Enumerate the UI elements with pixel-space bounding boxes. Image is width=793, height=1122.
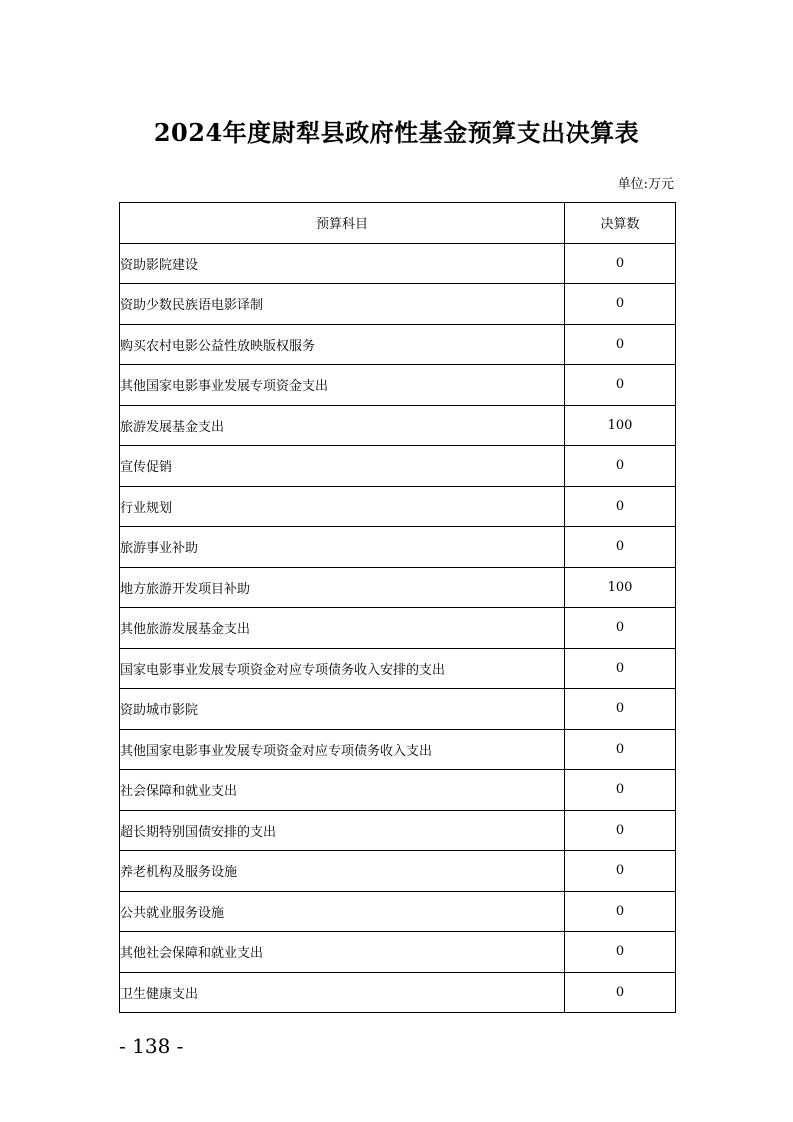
budget-item-value: 0 (565, 729, 676, 770)
page-title: 2024年度尉犁县政府性基金预算支出决算表 (153, 118, 640, 147)
budget-item-name: 资助影院建设 (120, 243, 565, 284)
table-row (120, 810, 676, 851)
table-row (120, 486, 676, 527)
table-row (120, 891, 676, 932)
budget-item-value: 0 (565, 810, 676, 851)
table-header-row (120, 203, 676, 244)
budget-item-name: 超长期特别国债安排的支出 (120, 810, 565, 851)
budget-item-value: 0 (565, 365, 676, 406)
header-budget-item: 预算科目 (120, 203, 565, 244)
budget-item-name: 旅游发展基金支出 (120, 405, 565, 446)
table-body (120, 243, 676, 1013)
budget-item-value: 0 (565, 284, 676, 325)
table-row (120, 932, 676, 973)
budget-item-name: 其他国家电影事业发展专项资金支出 (120, 365, 565, 406)
table-row (120, 405, 676, 446)
budget-item-value: 0 (565, 608, 676, 649)
budget-item-name: 养老机构及服务设施 (120, 851, 565, 892)
table-row (120, 648, 676, 689)
budget-item-name: 购买农村电影公益性放映版权服务 (120, 324, 565, 365)
table-row (120, 608, 676, 649)
budget-item-value: 0 (565, 770, 676, 811)
budget-table (119, 202, 676, 1013)
table-row (120, 972, 676, 1013)
budget-item-name: 资助城市影院 (120, 689, 565, 730)
budget-item-name: 其他社会保障和就业支出 (120, 932, 565, 973)
budget-item-value: 0 (565, 972, 676, 1013)
table-row (120, 851, 676, 892)
table-row (120, 689, 676, 730)
budget-item-value: 0 (565, 689, 676, 730)
table-row (120, 729, 676, 770)
budget-item-name: 其他国家电影事业发展专项资金对应专项债务收入支出 (120, 729, 565, 770)
table-row (120, 324, 676, 365)
budget-item-name: 其他旅游发展基金支出 (120, 608, 565, 649)
table-row (120, 365, 676, 406)
budget-item-value: 0 (565, 324, 676, 365)
budget-item-name: 地方旅游开发项目补助 (120, 567, 565, 608)
budget-item-name: 卫生健康支出 (120, 972, 565, 1013)
table-row (120, 527, 676, 568)
budget-item-name: 国家电影事业发展专项资金对应专项债务收入安排的支出 (120, 648, 565, 689)
budget-item-value: 0 (565, 932, 676, 973)
budget-item-name: 资助少数民族语电影译制 (120, 284, 565, 325)
table-row (120, 567, 676, 608)
budget-item-value: 0 (565, 527, 676, 568)
budget-item-value: 0 (565, 891, 676, 932)
table-row (120, 770, 676, 811)
budget-item-value: 0 (565, 648, 676, 689)
budget-item-name: 旅游事业补助 (120, 527, 565, 568)
unit-label: 单位:万元 (617, 177, 674, 192)
budget-item-value: 0 (565, 446, 676, 487)
page-number: - 138 - (119, 1034, 184, 1058)
budget-item-name: 宣传促销 (120, 446, 565, 487)
budget-item-value: 100 (565, 405, 676, 446)
budget-item-value: 0 (565, 851, 676, 892)
budget-item-value: 100 (565, 567, 676, 608)
table-row (120, 446, 676, 487)
table-row (120, 284, 676, 325)
budget-item-name: 行业规划 (120, 486, 565, 527)
budget-item-value: 0 (565, 486, 676, 527)
budget-item-name: 社会保障和就业支出 (120, 770, 565, 811)
budget-item-value: 0 (565, 243, 676, 284)
header-final-amount: 决算数 (565, 203, 676, 244)
budget-item-name: 公共就业服务设施 (120, 891, 565, 932)
table-row (120, 243, 676, 284)
